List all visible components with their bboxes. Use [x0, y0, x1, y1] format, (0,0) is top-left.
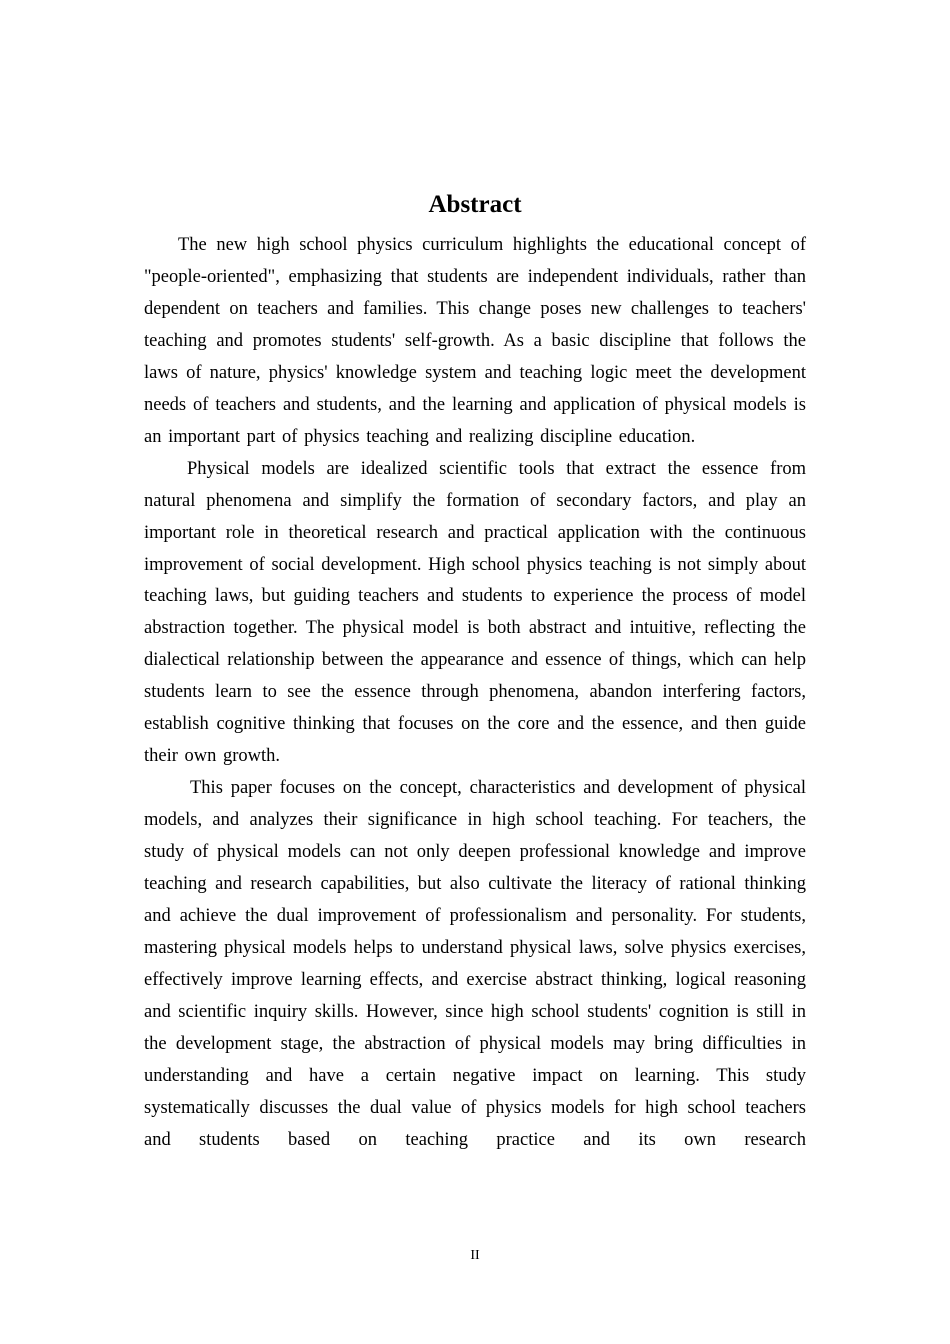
abstract-paragraph-2: Physical models are idealized scientific tools that extract the essence from natural phenomena and simplify the formation of secondary factors, and play an important role in theoretical research and practical application with the continuous improvement of social development. High school physics teaching is not simply about teaching laws, but guiding teachers and students to experience the process of model abstraction together. The physical model is both abstract and intuitive, reflecting the dialectical relationship between the appearance and essence of things, which can help students learn to see the essence through phenomena, abandon interfering factors, establish cognitive thinking that focuses on the core and the essence, and then guide their own growth.: [144, 458, 806, 767]
abstract-paragraph-3: This paper focuses on the concept, characteristics and development of physical models, and analyzes their significance in high school teaching. For teachers, the study of physical models can not only deepen professional knowledge and improve teaching and research capabilities, but also cultivate the literacy of rational thinking and achieve the dual improvement of professionalism and personality. For students, mastering physical models helps to understand physical laws, solve physics exercises, effectively improve learning effects, and exercise abstract thinking, logical reasoning and scientific inquiry skills. However, since high school students' cognition is still in the development stage, the abstraction of physical models may bring difficulties in understanding and have a certain negative impact on learning. This study systematically discusses the dual value of physics models for high school teachers and students based on teaching practice and its own research: [144, 778, 806, 1150]
abstract-paragraph-1: The new high school physics curriculum highlights the educational concept of "people-oriented", emphasizing that students are independent individuals, rather than dependent on teachers and families. This change poses new challenges to teachers' teaching and promotes students' self-growth. As a basic discipline that follows the laws of nature, physics' knowledge system and teaching logic meet the development needs of teachers and students, and the learning and application of physical models is an important part of physics teaching and realizing discipline education.: [144, 235, 806, 447]
page-number: II: [470, 1248, 480, 1263]
abstract-body: [144, 230, 806, 1157]
abstract-title: Abstract: [428, 191, 522, 218]
